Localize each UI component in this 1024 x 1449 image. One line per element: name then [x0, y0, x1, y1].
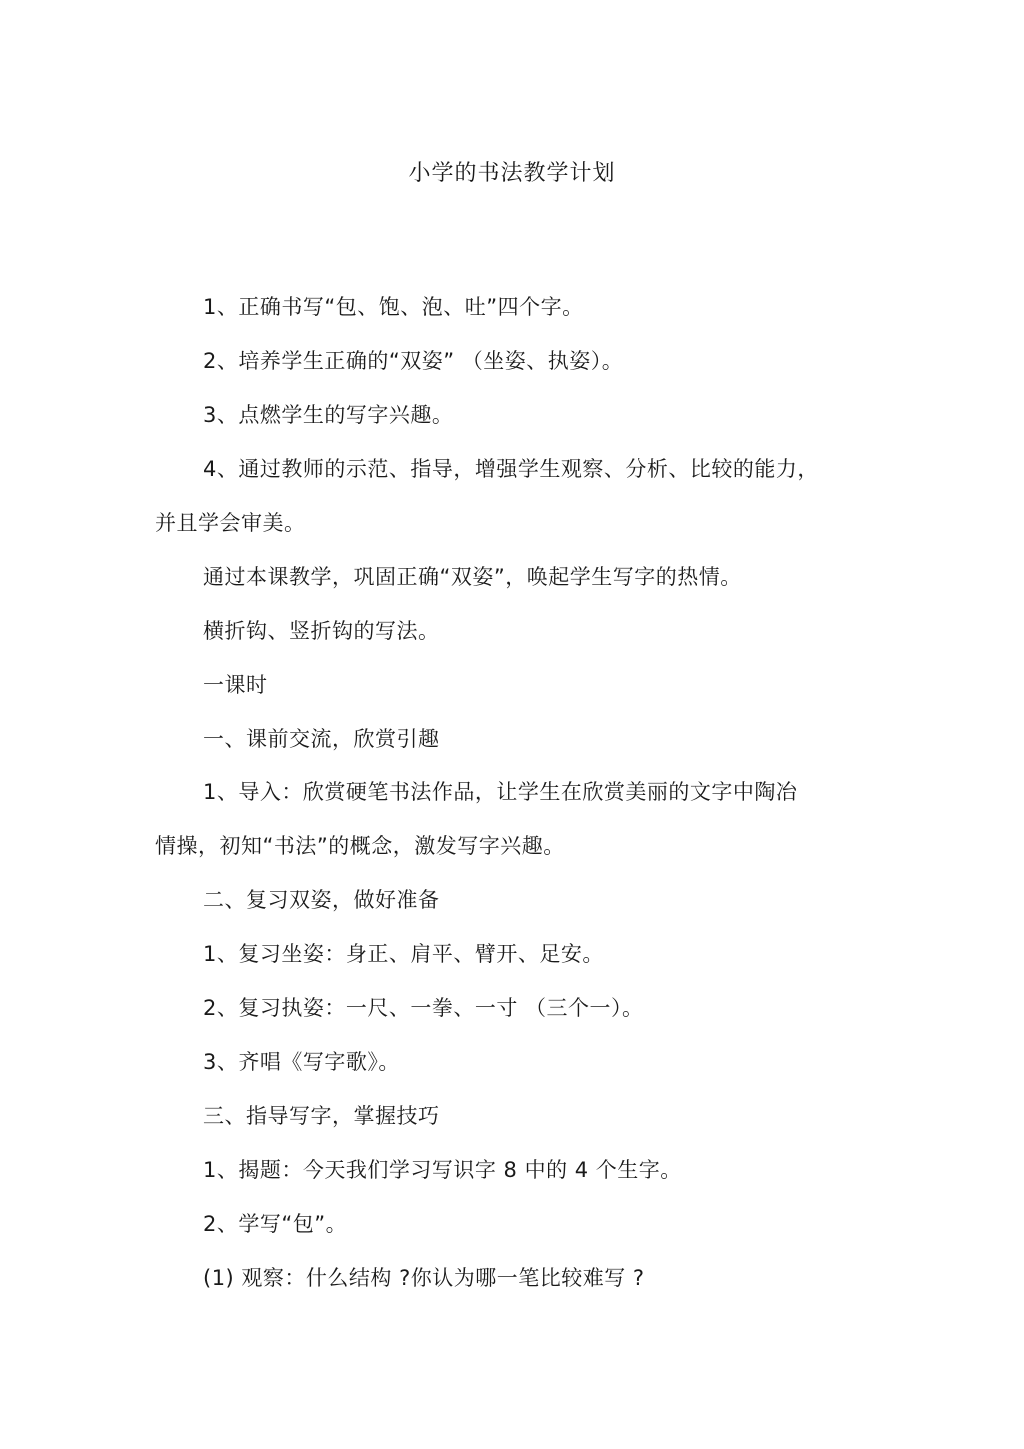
paragraph-line: 一课时: [203, 673, 268, 697]
paragraph-line: 1、导入：欣赏硬笔书法作品，让学生在欣赏美丽的文字中陶冶: [203, 780, 798, 804]
paragraph-line: 2、复习执姿：一尺、一拳、一寸 （三个一）。: [203, 996, 644, 1020]
section-heading: 二、复习双姿，做好准备: [203, 888, 440, 912]
paragraph-line: 通过本课教学，巩固正确“双姿”，唤起学生写字的热情。: [203, 565, 742, 589]
paragraph-line: 横折钩、竖折钩的写法。: [203, 619, 440, 643]
paragraph-line: 2、培养学生正确的“双姿” （坐姿、执姿）。: [203, 349, 624, 373]
paragraph-line: 情操，初知“书法”的概念，激发写字兴趣。: [155, 834, 565, 858]
paragraph-line: 2、学写“包”。: [203, 1212, 348, 1236]
paragraph-line: 3、齐唱《写字歌》。: [203, 1050, 400, 1074]
section-heading: 三、指导写字，掌握技巧: [203, 1104, 440, 1128]
paragraph-line: 1、复习坐姿：身正、肩平、臂开、足安。: [203, 942, 604, 966]
paragraph-line: 1、揭题：今天我们学习写识字 8 中的 4 个生字。: [203, 1158, 682, 1182]
paragraph-line: (1) 观察：什么结构 ?你认为哪一笔比较难写 ?: [203, 1266, 645, 1290]
section-heading: 一、课前交流，欣赏引趣: [203, 727, 440, 751]
paragraph-line: 并且学会审美。: [155, 511, 306, 535]
paragraph-line: 3、点燃学生的写字兴趣。: [203, 403, 454, 427]
paragraph-line: 4、通过教师的示范、指导，增强学生观察、分析、比较的能力，: [203, 457, 819, 481]
paragraph-line: 1、正确书写“包、饱、泡、吐”四个字。: [203, 295, 584, 319]
document-title: 小学的书法教学计划: [408, 161, 616, 186]
